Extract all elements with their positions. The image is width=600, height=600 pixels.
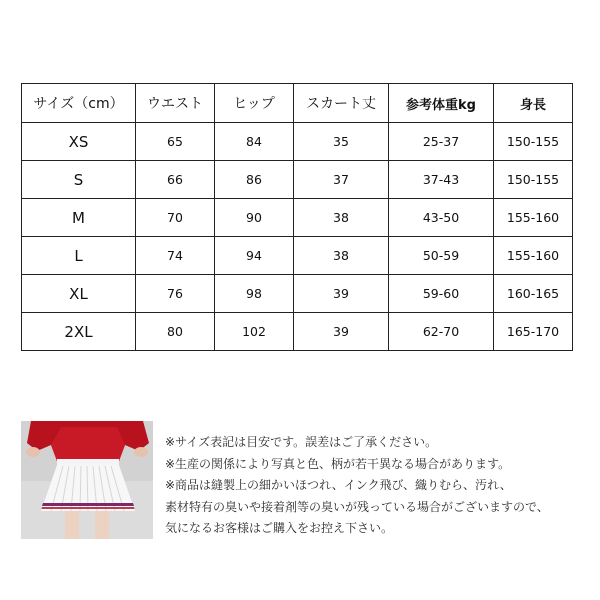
weight-cell: 62-70 (389, 313, 494, 351)
note-line: 素材特有の臭いや接着剤等の臭いが残っている場合がございますので、 (165, 499, 549, 514)
weight-cell: 50-59 (389, 237, 494, 275)
hip-cell: 98 (215, 275, 294, 313)
note-line: 気になるお客様はご購入をお控え下さい。 (165, 521, 394, 535)
size-cell: L (22, 237, 136, 275)
skirt-length-cell: 39 (294, 275, 389, 313)
size-cell: XL (22, 275, 136, 313)
waist-cell: 66 (136, 161, 215, 199)
size-chart-table (21, 83, 573, 351)
hip-cell: 86 (215, 161, 294, 199)
header-hip: ヒップ (215, 84, 294, 123)
note-line: ※生産の関係により写真と色、柄が若干異なる場合があります。 (165, 456, 511, 471)
note-line: ※商品は縫製上の細かいほつれ、インク飛び、織りむら、汚れ、 (165, 478, 512, 492)
weight-cell: 37-43 (389, 161, 494, 199)
height-cell: 155-160 (494, 199, 573, 237)
pleated-skirt-photo-illustration (21, 421, 153, 539)
header-height: 身長 (494, 84, 573, 123)
hip-cell: 94 (215, 237, 294, 275)
size-cell: S (22, 161, 136, 199)
table-row (22, 199, 573, 237)
header-reference-weight: 参考体重kg (389, 84, 494, 123)
product-photo (21, 421, 153, 539)
size-cell: 2XL (22, 313, 136, 351)
table-row (22, 313, 573, 351)
size-cell: M (22, 199, 136, 237)
hip-cell: 84 (215, 123, 294, 161)
weight-cell: 43-50 (389, 199, 494, 237)
skirt-length-cell: 35 (294, 123, 389, 161)
size-chart-header-row (22, 84, 573, 123)
hip-cell: 102 (215, 313, 294, 351)
waist-cell: 70 (136, 199, 215, 237)
weight-cell: 25-37 (389, 123, 494, 161)
note-line: ※サイズ表記は目安です。誤差はご了承ください。 (165, 435, 438, 449)
waist-cell: 74 (136, 237, 215, 275)
waist-cell: 80 (136, 313, 215, 351)
skirt-length-cell: 38 (294, 199, 389, 237)
table-row (22, 123, 573, 161)
height-cell: 150-155 (494, 161, 573, 199)
table-row (22, 275, 573, 313)
hip-cell: 90 (215, 199, 294, 237)
table-row (22, 161, 573, 199)
header-size: サイズ（cm） (22, 84, 136, 123)
height-cell: 165-170 (494, 313, 573, 351)
product-notes (165, 432, 595, 540)
header-waist: ウエスト (136, 84, 215, 123)
size-cell: XS (22, 123, 136, 161)
table-row (22, 237, 573, 275)
skirt-length-cell: 39 (294, 313, 389, 351)
header-skirt-length: スカート丈 (294, 84, 389, 123)
height-cell: 150-155 (494, 123, 573, 161)
skirt-length-cell: 38 (294, 237, 389, 275)
height-cell: 155-160 (494, 237, 573, 275)
height-cell: 160-165 (494, 275, 573, 313)
weight-cell: 59-60 (389, 275, 494, 313)
skirt-length-cell: 37 (294, 161, 389, 199)
waist-cell: 76 (136, 275, 215, 313)
waist-cell: 65 (136, 123, 215, 161)
